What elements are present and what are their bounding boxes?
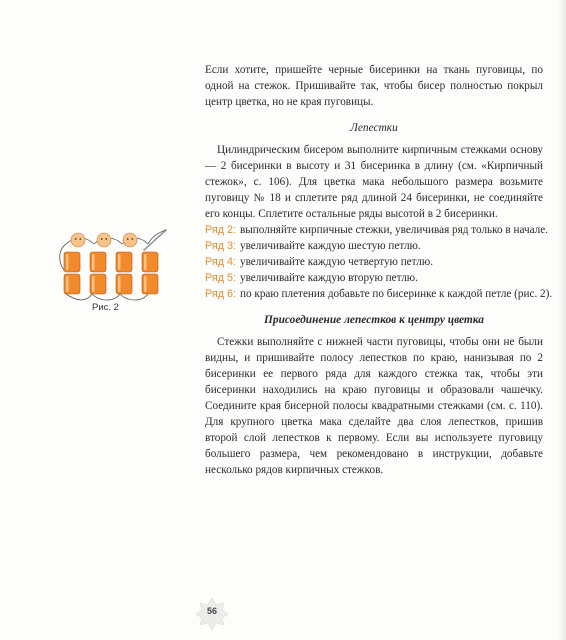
section-heading-petals: Лепестки	[350, 122, 398, 134]
row-item	[205, 286, 553, 302]
bead-dot	[75, 238, 77, 240]
row-item	[205, 238, 543, 254]
row-text: увеличивайте каждую шестую петлю.	[240, 240, 421, 252]
needle-icon	[144, 230, 166, 250]
petals-paragraph: Цилиндрическим бисером выполните кирпичным стежками основу — 2 бисеринки в высоту и 31 бисеринка в длину (см. «Кирпичный стежок», с. 106). Для цветка мака небольшого размера возьмите пуговицу № 18 и сплетите ряд длиной 24 бисеринки, не соединяйте его концы. Сплетите остальные ряды высотой в 2 бисеринки.	[205, 144, 543, 220]
scan-edge	[558, 0, 566, 640]
beadwork-figure	[56, 222, 168, 302]
figure-caption: Рис. 2	[92, 302, 119, 313]
intro-paragraph: Если хотите, пришейте черные бисеринки на ткань пуговицы, по одной на стежок. Пришивайте так, чтобы бисер полностью покрыл центр цветка, но не края пуговицы.	[205, 64, 543, 108]
bead-dot	[131, 238, 133, 240]
rows-list	[205, 222, 553, 302]
bead-dot	[127, 238, 129, 240]
row-text: по краю плетения добавьте по бисеринке к каждой петле (рис. 2).	[240, 288, 553, 300]
row-text: увеличивайте каждую четвертую петлю.	[240, 256, 433, 268]
row-label: Ряд 5:	[205, 272, 236, 284]
bead-highlight	[144, 254, 147, 270]
bead-highlight	[92, 254, 95, 270]
edge-bead	[97, 233, 111, 247]
row-label: Ряд 4:	[205, 256, 236, 268]
edge-bead	[123, 233, 137, 247]
row-item	[205, 254, 543, 270]
bead-dot	[105, 238, 107, 240]
row-text: увеличивайте каждую вторую петлю.	[240, 272, 418, 284]
bead-highlight	[66, 254, 69, 270]
bead-highlight	[118, 254, 121, 270]
bead-highlight	[66, 276, 69, 292]
section-heading-attach: Присоединение лепестков к центру цветка	[264, 314, 484, 326]
attach-paragraph: Стежки выполняйте с нижней части пуговицы, чтобы они не были видны, и пришивайте полосу лепестков по краю, нанизывая по 2 бисеринки ее первого ряда для каждого стежка так, чтобы эти бисеринки находились на краю пуговицы и образовали чашечку. Соедините края бисерной полосы квадратными стежками (см. с. 110). Для крупного цветка мака сделайте два слоя лепестков, пришив второй слой лепестков к первому. Если вы используете пуговицу большего размера, чем рекомендовано в инструкции, добавьте несколько рядов кирпичных стежков.	[205, 336, 543, 476]
row-label: Ряд 2:	[205, 224, 236, 236]
row-label: Ряд 6:	[205, 288, 236, 300]
bead-highlight	[118, 276, 121, 292]
text-column	[205, 62, 553, 478]
bead-dot	[101, 238, 103, 240]
edge-bead	[71, 233, 85, 247]
row-item	[205, 270, 543, 286]
row-item	[205, 222, 549, 238]
page-number: 56	[206, 606, 217, 616]
row-label: Ряд 3:	[205, 240, 236, 252]
bead-group	[64, 233, 158, 294]
bead-highlight	[92, 276, 95, 292]
bead-highlight	[144, 276, 147, 292]
row-text: выполняйте кирпичные стежки, увеличивая ряд только в начале.	[240, 224, 549, 236]
bead-dot	[79, 238, 81, 240]
